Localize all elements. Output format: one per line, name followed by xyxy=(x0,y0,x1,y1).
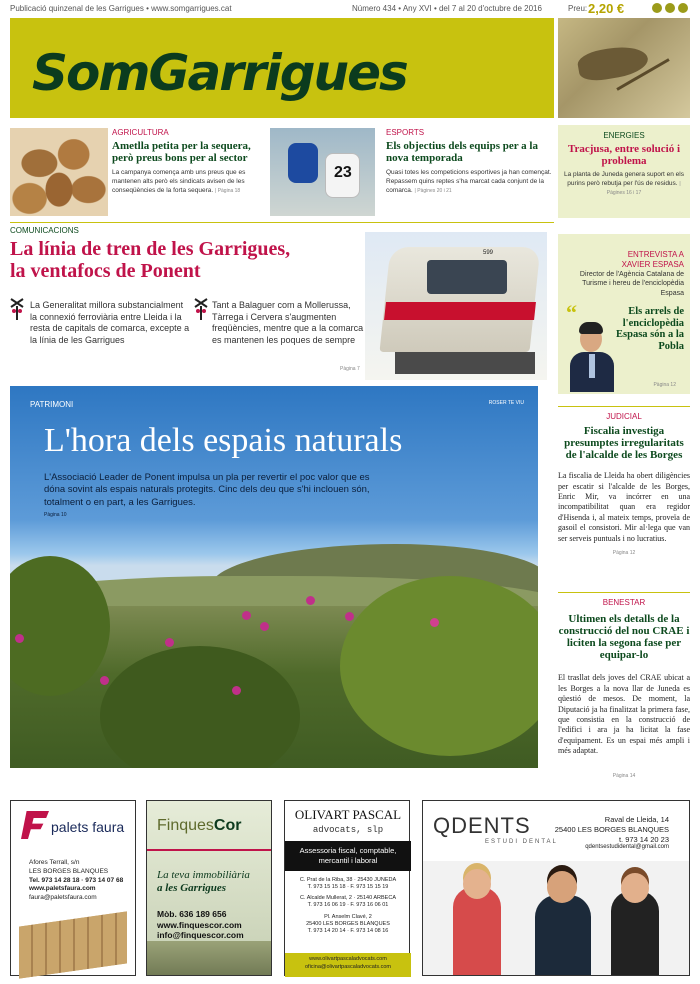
faura-web[interactable]: www.paletsfaura.com xyxy=(29,885,96,893)
interview-quote[interactable]: Els arrels de l'enciclopèdia Espasa són a la Pobla xyxy=(616,306,684,352)
logo-garrigues: Garrigues xyxy=(148,44,407,102)
energies-kicker: ENERGIES xyxy=(603,131,645,140)
faura-addr1: Afores Terrall, s/n xyxy=(29,859,80,866)
faura-logo-icon xyxy=(21,811,49,839)
judicial-title[interactable]: Fiscalia investiga presumptes irregularitats de l'alcalde de les Borges xyxy=(564,425,684,462)
faura-name: palets faura xyxy=(51,819,125,835)
finques-contact xyxy=(157,909,244,941)
divider xyxy=(558,592,690,593)
faura-tel: Tel. 973 14 28 18 · 973 14 07 68 xyxy=(29,876,124,884)
level-crossing-icon xyxy=(194,298,208,322)
patrimoni-text: L'Associació Leader de Ponent impulsa un pla per revertir el poc valor que es dóna sovint als espais naturals protegits. Cinc dels deu que s'hi inclouen són, totalment o en part, a les Garrigues. xyxy=(44,472,370,508)
benestar-story[interactable] xyxy=(558,598,690,779)
olivart-sub: advocats, slp xyxy=(312,825,384,835)
interview-page: Pàgina 12 xyxy=(653,382,676,388)
instagram-icon[interactable] xyxy=(678,3,688,13)
faura-contact xyxy=(29,859,123,903)
patrimoni-page: Pàgina 10 xyxy=(44,512,67,518)
ad-palets-faura[interactable] xyxy=(10,800,136,976)
divider xyxy=(10,222,554,223)
finques-slogan: La teva immobiliària a les Garrigues xyxy=(157,869,250,895)
ad-finques-cor[interactable] xyxy=(146,800,272,976)
benestar-kicker: BENESTAR xyxy=(602,598,646,607)
comm-col1: La Generalitat millora substancialment la connexió ferroviària entre Lleida i la resta de capitals de comarca, excepte a la línia de les Garrigues xyxy=(30,300,190,346)
qdents-sub: ESTUDI DENTAL xyxy=(485,839,558,845)
interviewee-photo xyxy=(570,320,610,390)
twitter-icon[interactable] xyxy=(665,3,675,13)
judicial-story[interactable] xyxy=(558,412,690,556)
top-bar xyxy=(0,0,700,18)
facebook-icon[interactable] xyxy=(652,3,662,13)
agri-text: La campanya comença amb uns preus que es mantenen alts però els sindicats avisen de les conseqüències de la forta sequera. | Pàgina 18 xyxy=(112,169,246,194)
logo xyxy=(32,44,407,102)
quote-mark-icon: “ xyxy=(566,300,577,325)
level-crossing-icon xyxy=(10,298,24,322)
faura-addr2: LES BORGES BLANQUES xyxy=(29,867,109,875)
esports-text: Quasi totes les competicions esportives ja han començat. Repassem quins reptes s'ha marcat cada conjunt de la comarca. | Pàgines 20 i 21 xyxy=(386,169,552,194)
finques-mail[interactable]: info@finquescor.com xyxy=(157,930,244,941)
benestar-text: El trasllat dels joves del CRAE ubicat a les Borges a la nova llar de Juneda es qüestió de mesos. De moment, la Diputació ja ha finalitzat la primera fase, que consistia en la construcció de l'edifici i ara ja ha licitat la fase d'equipament. Es un espai més ampli i més adaptat. xyxy=(558,673,690,756)
energies-title[interactable]: Tracjusa, entre solució i problema xyxy=(567,143,681,168)
finques-landscape-image xyxy=(147,941,272,976)
agri-kicker: AGRICULTURA xyxy=(112,128,169,137)
train-photo xyxy=(365,232,547,380)
publication-info: Publicació quinzenal de les Garrigues • www.somgarrigues.cat xyxy=(10,4,232,13)
finques-mob: Mòb. 636 189 656 xyxy=(157,909,227,919)
comm-title-line1[interactable]: La línia de tren de les Garrigues, xyxy=(10,238,291,260)
patrimoni-title[interactable]: L'hora dels espais naturals xyxy=(44,422,403,459)
energies-text: La planta de Juneda genera suport en els purins però rebutja per l'ús de residus. | Pàgines 16 i 17 xyxy=(564,171,684,196)
interview-box[interactable] xyxy=(558,234,690,394)
judicial-kicker: JUDICIAL xyxy=(606,412,642,421)
divider xyxy=(558,406,690,407)
benestar-title[interactable]: Ultimen els detalls de la construcció del nou CRAE i liciten la segona fase per equipar-lo xyxy=(558,613,690,662)
esports-teaser[interactable] xyxy=(386,128,552,195)
almonds-photo xyxy=(10,128,108,216)
olivart-web[interactable]: www.olivartpascaladvocats.com oficina@olivartpascaladvocats.com xyxy=(285,953,411,977)
energies-box[interactable] xyxy=(558,125,690,218)
ad-olivart-pascal[interactable] xyxy=(284,800,410,976)
qdents-name: QDENTS xyxy=(433,813,531,838)
interview-kicker2: XAVIER ESPASA xyxy=(621,260,684,269)
faura-mail[interactable]: faura@paletsfaura.com xyxy=(29,894,97,902)
issue-info: Número 434 • Any XVI • del 7 al 20 d'octubre de 2016 xyxy=(352,4,542,13)
comm-title-line2[interactable]: la ventafocs de Ponent xyxy=(10,260,201,282)
olivart-addresses: C. Prat de la Riba, 38 · 25430 JUNEDA T. 973 15 15 18 · F. 973 15 15 19 C. Alcalde Mullerat, 2 · 25140 ARBECA T. 973 16 06 19 · F. 973 16 06 01 Pl. Anselm Clavé, 2 25400 LES BORGES BLANQUES T. 973 14 20 14 · F. 973 14 08 16 xyxy=(299,877,397,934)
comm-kicker: COMUNICACIONS xyxy=(10,226,79,235)
comm-page: Pàgina 7 xyxy=(340,366,360,372)
agri-teaser[interactable] xyxy=(112,128,268,195)
olivart-name: OLIVART PASCAL xyxy=(294,807,402,822)
soccer-photo: 23 xyxy=(270,128,375,216)
agri-title[interactable]: Ametlla petita per la sequera, però preus bons per al sector xyxy=(112,140,251,165)
comm-col2: Tant a Balaguer com a Mollerussa, Tàrrega i Cervera s'augmenten freqüències, mentre que a la comarca es mantenen les poques de sempre xyxy=(212,300,364,346)
judicial-text: La fiscalia de Lleida ha obert diligències per escatir si l'alcalde de les Borges, Enric Mir, va incórrer en una incompatibilitat quan era regidor d'Hisenda i, al mateix temps, proveïa de gasoil el consistori. Mir al·lega que van ser serveis puntuals i no lucratius. xyxy=(558,471,690,543)
grasshopper-photo xyxy=(558,18,690,118)
qdents-contact: Raval de Lleida, 14 25400 LES BORGES BLANQUES t. 973 14 20 23 qdentsestudidental@gmail.com xyxy=(554,815,669,851)
interview-kicker1: ENTREVISTA A xyxy=(627,250,684,259)
pallets-image xyxy=(19,911,127,978)
ad-qdents[interactable] xyxy=(422,800,690,976)
patrimoni-kicker: PATRIMONI xyxy=(30,400,74,409)
judicial-page: Pàgina 12 xyxy=(612,550,636,557)
photo-credit: ROSER TE VIU xyxy=(488,400,524,406)
benestar-page: Pàgina 14 xyxy=(612,772,636,779)
interview-bio: Director de l'Agència Catalana de Turisme i hereu de l'enciclopèdia Espasa xyxy=(579,271,684,297)
olivart-services: Assessoria fiscal, comptable, mercantil i laboral xyxy=(285,841,411,871)
price-value: 2,20 € xyxy=(588,1,625,16)
dental-team-photo xyxy=(423,861,690,976)
price-label: Preu: xyxy=(568,4,588,13)
esports-title[interactable]: Els objectius dels equips per a la nova temporada xyxy=(386,140,538,165)
finques-web[interactable]: www.finquescor.com xyxy=(157,919,242,930)
finques-name: FinquesCor xyxy=(157,817,242,834)
natural-spaces-photo xyxy=(10,386,538,768)
esports-kicker: ESPORTS xyxy=(386,128,425,137)
logo-som: Som xyxy=(32,44,149,102)
train-number: 599 xyxy=(483,250,494,256)
comm-story[interactable] xyxy=(10,226,360,282)
